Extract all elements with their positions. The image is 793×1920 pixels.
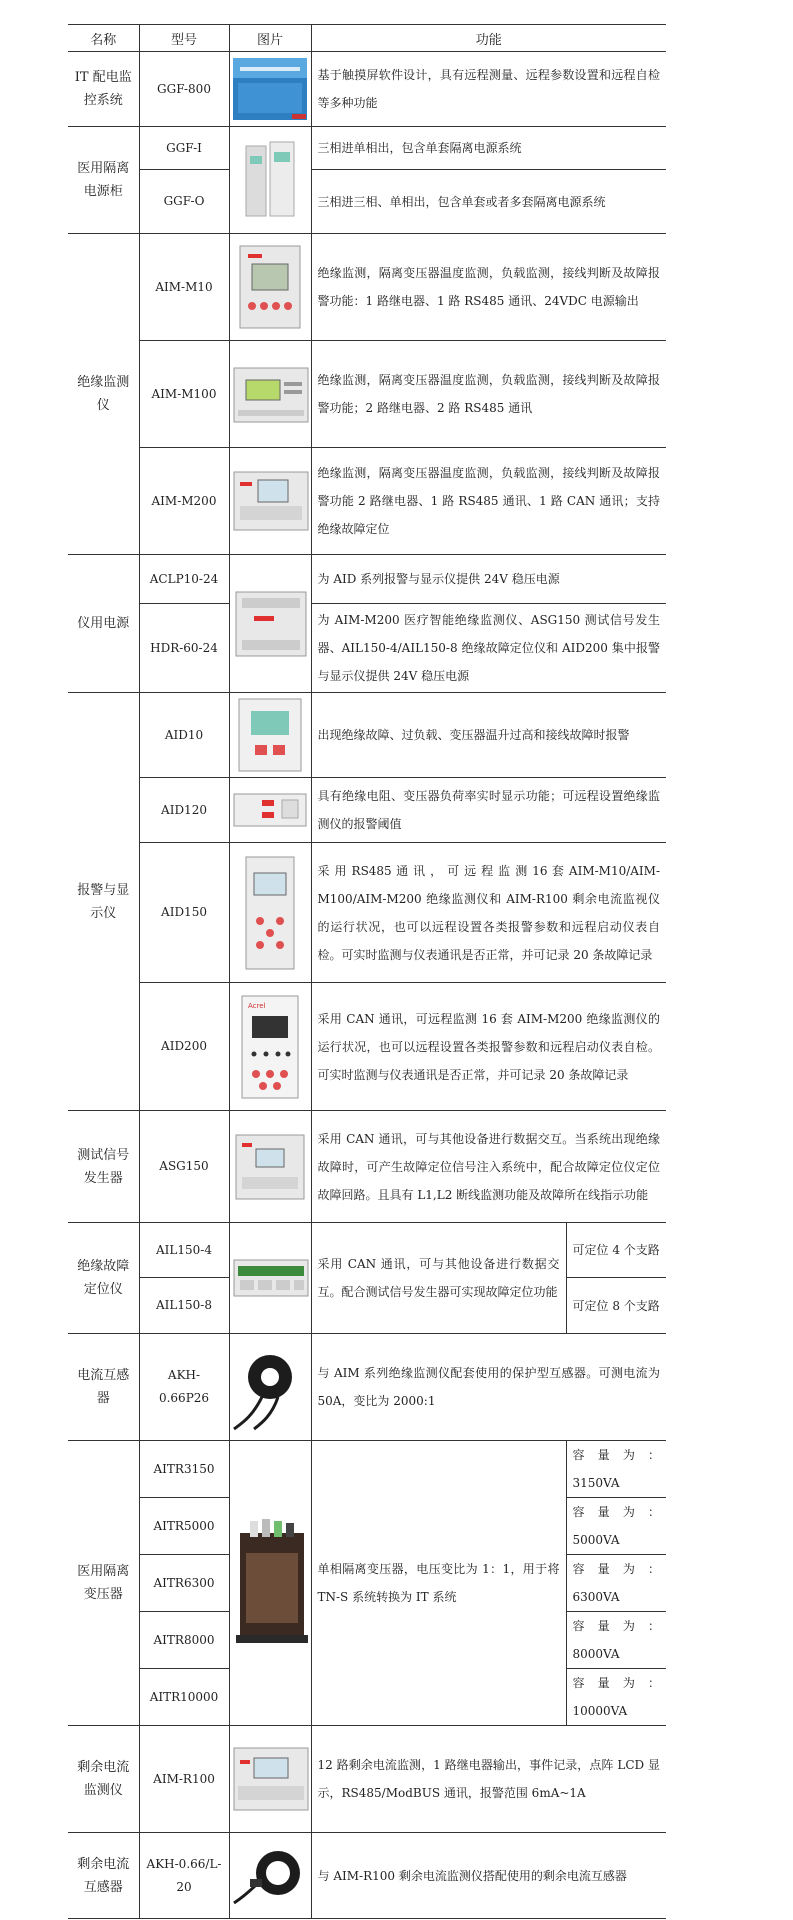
product-function: 采用 CAN 通讯，可与其他设备进行数据交互。配合测试信号发生器可实现故障定位功能	[311, 1223, 566, 1334]
product-function: 具有绝缘电阻、变压器负荷率实时显示功能；可远程设置绝缘监测仪的报警阈值	[311, 778, 666, 843]
product-model: AIM-M10	[139, 234, 229, 341]
product-model: AITR6300	[139, 1555, 229, 1612]
product-model: AIL150-4	[139, 1223, 229, 1278]
product-model: AID10	[139, 693, 229, 778]
product-capacity	[566, 1555, 666, 1612]
product-name: 绝缘监测仪	[68, 234, 139, 555]
product-picture	[229, 52, 311, 127]
product-function: 单相隔离变压器，电压变比为 1：1，用于将 TN-S 系统转换为 IT 系统	[311, 1441, 566, 1726]
product-picture	[229, 1223, 311, 1334]
product-name: 医用隔离变压器	[68, 1441, 139, 1726]
product-model: AIM-M200	[139, 448, 229, 555]
product-picture	[229, 983, 311, 1111]
product-model: ACLP10-24	[139, 555, 229, 604]
table-row	[68, 1441, 666, 1498]
product-model: AKH-0.66P26	[139, 1334, 229, 1441]
product-name: 报警与显示仪	[68, 693, 139, 1111]
product-function: 基于触摸屏软件设计，具有远程测量、远程参数设置和远程自检等多种功能	[311, 52, 666, 127]
alarm-display-image	[238, 992, 302, 1102]
product-model: GGF-I	[139, 127, 229, 170]
insulation-monitor-image	[234, 242, 306, 332]
product-function: 采 用 RS485 通 讯 ， 可 远 程 监 测 16 套 AIM-M10/AIM-M100/AIM-M200 绝缘监测仪和 AIM-R100 剩余电流监视仪的运行状况，也可以远程设置各类报警参数和远程启动仪表自检。可实时监测与仪表通讯是否正常，并可记录 20 条故障记录	[311, 843, 666, 983]
table-row	[68, 341, 666, 448]
product-capacity	[566, 1612, 666, 1669]
table-row	[68, 555, 666, 604]
capacity-value: 10000VA	[572, 1704, 628, 1718]
table-row	[68, 52, 666, 127]
product-function: 与 AIM-R100 剩余电流监测仪搭配使用的剩余电流互感器	[311, 1833, 666, 1919]
product-model: AITR5000	[139, 1498, 229, 1555]
signal-generator-image	[232, 1127, 308, 1207]
product-function: 采用 CAN 通讯，可与其他设备进行数据交互。当系统出现绝缘故障时，可产生故障定位信号注入系统中，配合故障定位仪定位故障回路。且具有 L1,L2 断线监测功能及故障所在线指示功能	[311, 1111, 666, 1223]
fault-locator-image	[232, 1250, 310, 1306]
product-capacity	[566, 1669, 666, 1726]
capacity-value: 3150VA	[572, 1476, 620, 1490]
capacity-value: 8000VA	[572, 1647, 620, 1661]
product-name: IT 配电监控系统	[68, 52, 139, 127]
product-picture	[229, 341, 311, 448]
capacity-label: 容 量 为 ：	[572, 1505, 661, 1519]
product-picture	[229, 1726, 311, 1833]
product-model: AIL150-8	[139, 1278, 229, 1334]
table-row	[68, 1334, 666, 1441]
product-function: 采用 CAN 通讯，可远程监测 16 套 AIM-M200 绝缘监测仪的运行状况，也可以远程设置各类报警参数和远程启动仪表自检。可实时监测与仪表通讯是否正常，并可记录 20 条故障记录	[311, 983, 666, 1111]
product-picture	[229, 843, 311, 983]
header-model: 型号	[139, 25, 229, 52]
product-model: HDR-60-24	[139, 604, 229, 693]
product-picture	[229, 1833, 311, 1919]
capacity-value: 6300VA	[572, 1590, 620, 1604]
product-name: 剩余电流互感器	[68, 1833, 139, 1919]
product-function: 绝缘监测，隔离变压器温度监测，负载监测，接线判断及故障报警功能 2 路继电器、1 路 RS485 通讯、1 路 CAN 通讯；支持绝缘故障定位	[311, 448, 666, 555]
product-name: 测试信号发生器	[68, 1111, 139, 1223]
product-name: 电流互感器	[68, 1334, 139, 1441]
product-function: 出现绝缘故障、过负载、变压器温升过高和接线故障时报警	[311, 693, 666, 778]
product-picture	[229, 693, 311, 778]
capacity-label: 容 量 为 ：	[572, 1619, 661, 1633]
product-table	[68, 24, 666, 1919]
alarm-display-image	[240, 853, 300, 973]
product-model: AID120	[139, 778, 229, 843]
product-model: AIM-R100	[139, 1726, 229, 1833]
product-model: AID200	[139, 983, 229, 1111]
product-picture	[229, 448, 311, 555]
product-picture	[229, 555, 311, 693]
power-cabinet-image	[240, 140, 300, 220]
product-function: 12 路剩余电流监测，1 路继电器输出，事件记录，点阵 LCD 显示，RS485/ModBUS 通讯，报警范围 6mA~1A	[311, 1726, 666, 1833]
product-function: 三相进单相出，包含单套隔离电源系统	[311, 127, 666, 170]
product-model: AITR8000	[139, 1612, 229, 1669]
table-row	[68, 778, 666, 843]
product-model: AKH-0.66/L-20	[139, 1833, 229, 1919]
capacity-value: 5000VA	[572, 1533, 620, 1547]
table-row	[68, 1726, 666, 1833]
product-picture	[229, 1334, 311, 1441]
product-capacity	[566, 1441, 666, 1498]
capacity-label: 容 量 为 ：	[572, 1448, 661, 1462]
table-row	[68, 843, 666, 983]
product-function: 为 AID 系列报警与显示仪提供 24V 稳压电源	[311, 555, 666, 604]
capacity-label: 容 量 为 ：	[572, 1562, 661, 1576]
table-row	[68, 983, 666, 1111]
header-function: 功能	[311, 25, 666, 52]
product-function: 三相进三相、单相出，包含单套或者多套隔离电源系统	[311, 170, 666, 234]
product-model: ASG150	[139, 1111, 229, 1223]
table-row	[68, 448, 666, 555]
product-capacity	[566, 1498, 666, 1555]
insulation-monitor-image	[232, 466, 310, 536]
product-capacity: 可定位 8 个支路	[566, 1278, 666, 1334]
table-row	[68, 604, 666, 693]
product-model: AIM-M100	[139, 341, 229, 448]
product-name: 绝缘故障定位仪	[68, 1223, 139, 1334]
product-picture	[229, 1111, 311, 1223]
header-row	[68, 25, 666, 52]
alarm-display-image	[232, 790, 308, 830]
product-picture	[229, 778, 311, 843]
residual-current-monitor-image	[232, 1744, 310, 1814]
power-supply-image	[232, 584, 310, 664]
alarm-display-image	[237, 697, 303, 773]
product-model: AITR10000	[139, 1669, 229, 1726]
isolation-transformer-image	[232, 1513, 312, 1653]
product-picture	[229, 234, 311, 341]
product-function: 绝缘监测，隔离变压器温度监测，负载监测，接线判断及故障报警功能：1 路继电器、1 路 RS485 通讯、24VDC 电源输出	[311, 234, 666, 341]
touchscreen-image	[232, 57, 308, 121]
product-picture	[229, 127, 311, 234]
product-function: 绝缘监测，隔离变压器温度监测，负载监测，接线判断及故障报警功能；2 路继电器、2 路 RS485 通讯	[311, 341, 666, 448]
current-transformer-image	[232, 1339, 308, 1435]
insulation-monitor-image	[232, 362, 310, 426]
product-name: 剩余电流监测仪	[68, 1726, 139, 1833]
product-capacity: 可定位 4 个支路	[566, 1223, 666, 1278]
table-row	[68, 1223, 666, 1278]
table-row	[68, 1111, 666, 1223]
table-row	[68, 1833, 666, 1919]
table-row	[68, 127, 666, 170]
product-function: 为 AIM-M200 医疗智能绝缘监测仪、ASG150 测试信号发生器、AIL150-4/AIL150-8 绝缘故障定位仪和 AID200 集中报警与显示仪提供 24V 稳压电源	[311, 604, 666, 693]
residual-current-transformer-image	[232, 1843, 310, 1909]
capacity-label: 容 量 为 ：	[572, 1676, 661, 1690]
header-picture: 图片	[229, 25, 311, 52]
product-model: GGF-800	[139, 52, 229, 127]
header-name: 名称	[68, 25, 139, 52]
table-row	[68, 693, 666, 778]
brand-logo: Acrel	[248, 1001, 266, 1010]
product-model: AITR3150	[139, 1441, 229, 1498]
product-picture	[229, 1441, 311, 1726]
product-function: 与 AIM 系列绝缘监测仪配套使用的保护型互感器。可测电流为 50A，变比为 2000:1	[311, 1334, 666, 1441]
table-row	[68, 170, 666, 234]
product-name: 仪用电源	[68, 555, 139, 693]
product-name: 医用隔离电源柜	[68, 127, 139, 234]
product-model: AID150	[139, 843, 229, 983]
product-model: GGF-O	[139, 170, 229, 234]
table-row	[68, 234, 666, 341]
